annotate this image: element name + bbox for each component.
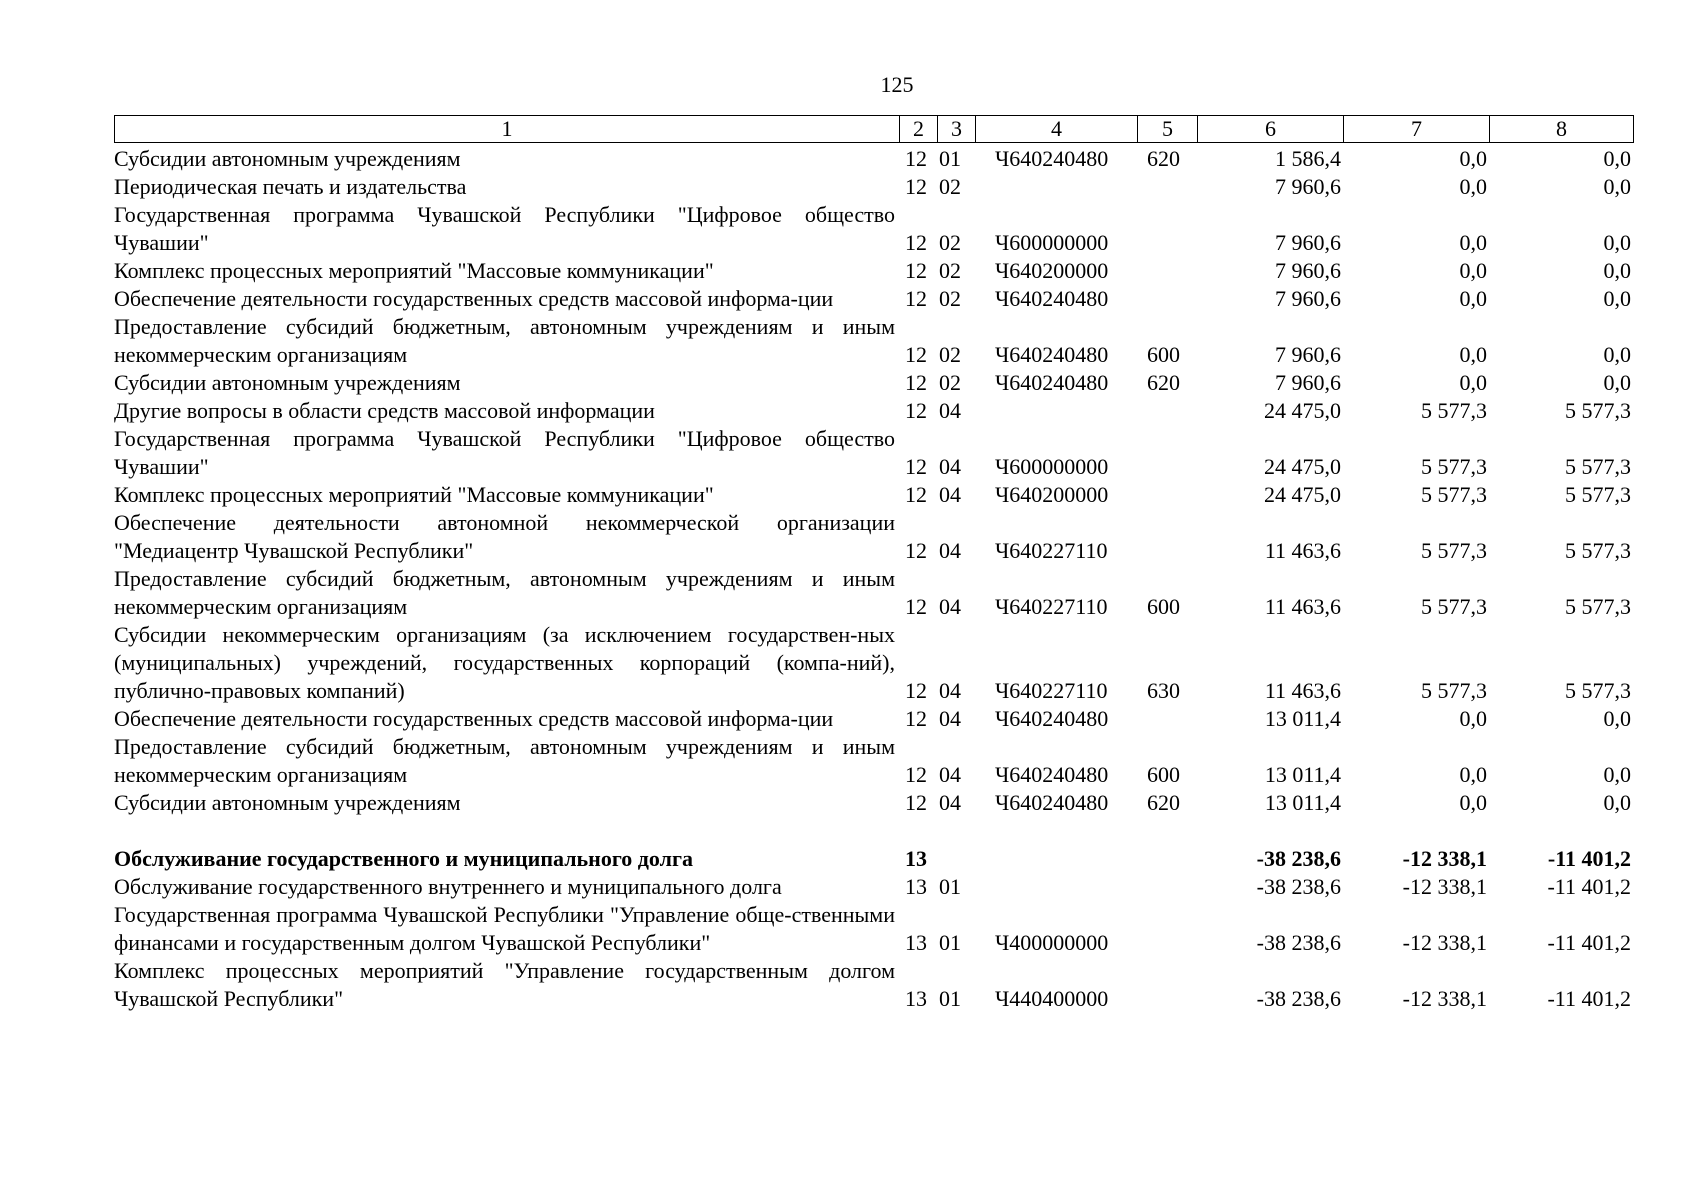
row-subsection: 01 xyxy=(939,930,961,955)
row-amount-6: 13 011,4 xyxy=(1264,790,1341,815)
row-subsection: 04 xyxy=(939,762,961,787)
header-col-4: 4 xyxy=(976,116,1138,143)
row-expense-type xyxy=(1137,397,1197,425)
row-name: Комплекс процессных мероприятий "Массовые коммуникации" xyxy=(114,482,714,507)
row-expense-type: 600 xyxy=(1147,762,1180,787)
row-amount-7: -12 338,1 xyxy=(1402,930,1487,955)
row-section: 12 xyxy=(905,538,927,563)
table-row xyxy=(114,845,1633,873)
table-row xyxy=(114,257,1633,285)
row-amount-6: 11 463,6 xyxy=(1264,678,1341,703)
row-subsection: 04 xyxy=(939,706,961,731)
row-name: Субсидии автономным учреждениям xyxy=(114,146,461,171)
row-amount-8: 0,0 xyxy=(1603,762,1631,787)
row-section: 13 xyxy=(905,986,927,1011)
table-row xyxy=(114,397,1633,425)
row-subsection: 04 xyxy=(939,454,961,479)
spacer-cell xyxy=(114,817,1633,845)
row-section: 12 xyxy=(905,762,927,787)
row-target-code: Ч640227110 xyxy=(995,538,1108,563)
row-target-code: Ч440400000 xyxy=(995,986,1109,1011)
row-target-code: Ч640240480 xyxy=(995,762,1109,787)
row-target-code xyxy=(975,397,1137,425)
table-row xyxy=(114,957,1633,1013)
row-subsection: 04 xyxy=(939,482,961,507)
row-expense-type xyxy=(1137,957,1197,1013)
row-expense-type xyxy=(1137,901,1197,957)
row-amount-7: 0,0 xyxy=(1459,174,1487,199)
row-amount-6: 11 463,6 xyxy=(1264,538,1341,563)
row-subsection: 04 xyxy=(939,790,961,815)
row-target-code: Ч600000000 xyxy=(995,230,1109,255)
row-name: Обеспечение деятельности государственных средств массовой информа-ции xyxy=(114,706,834,731)
row-section: 13 xyxy=(905,874,927,899)
table-row xyxy=(114,145,1633,173)
row-amount-6: -38 238,6 xyxy=(1256,874,1341,899)
header-col-7: 7 xyxy=(1344,116,1490,143)
row-amount-6: 24 475,0 xyxy=(1264,482,1341,507)
header-col-2: 2 xyxy=(900,116,938,143)
row-amount-8: 0,0 xyxy=(1603,258,1631,283)
row-name: Предоставление субсидий бюджетным, автономным учреждениям и иным некоммерческим организациям xyxy=(114,734,895,787)
row-amount-8: 5 577,3 xyxy=(1565,538,1631,563)
row-expense-type: 630 xyxy=(1147,678,1180,703)
table-row xyxy=(114,901,1633,957)
row-target-code: Ч640240480 xyxy=(995,706,1109,731)
row-amount-6: -38 238,6 xyxy=(1256,986,1341,1011)
row-target-code: Ч640240480 xyxy=(995,286,1109,311)
row-expense-type xyxy=(1137,873,1197,901)
row-amount-6: 11 463,6 xyxy=(1264,594,1341,619)
row-expense-type xyxy=(1137,257,1197,285)
row-amount-8: 0,0 xyxy=(1603,342,1631,367)
row-target-code: Ч640240480 xyxy=(995,370,1109,395)
row-section: 12 xyxy=(905,146,927,171)
row-target-code: Ч600000000 xyxy=(995,454,1109,479)
row-name: Субсидии некоммерческим организациям (за исключением государствен-ных (муниципальных) учреждений, государственных корпораций (компа-ний), публично-правовых компаний) xyxy=(114,622,895,703)
row-amount-7: 0,0 xyxy=(1459,286,1487,311)
row-name: Комплекс процессных мероприятий "Массовые коммуникации" xyxy=(114,258,714,283)
row-expense-type: 620 xyxy=(1147,146,1180,171)
row-amount-8: 0,0 xyxy=(1603,230,1631,255)
table-row xyxy=(114,621,1633,705)
table-row xyxy=(114,201,1633,257)
header-col-6: 6 xyxy=(1198,116,1344,143)
row-amount-7: 0,0 xyxy=(1459,146,1487,171)
row-section: 13 xyxy=(905,846,927,871)
row-amount-7: 5 577,3 xyxy=(1421,398,1487,423)
row-subsection: 02 xyxy=(939,342,961,367)
row-amount-7: 0,0 xyxy=(1459,258,1487,283)
row-section: 12 xyxy=(905,706,927,731)
table-header xyxy=(114,115,1634,143)
row-amount-6: -38 238,6 xyxy=(1256,846,1341,871)
row-target-code: Ч640200000 xyxy=(995,258,1109,283)
row-amount-6: 7 960,6 xyxy=(1275,174,1341,199)
row-expense-type xyxy=(1137,509,1197,565)
header-col-8: 8 xyxy=(1490,116,1634,143)
row-target-code xyxy=(975,873,1137,901)
row-subsection: 02 xyxy=(939,230,961,255)
row-amount-8: 5 577,3 xyxy=(1565,398,1631,423)
table-row xyxy=(114,425,1633,481)
row-target-code xyxy=(975,173,1137,201)
row-amount-6: 7 960,6 xyxy=(1275,342,1341,367)
row-expense-type: 600 xyxy=(1147,342,1180,367)
row-target-code: Ч640200000 xyxy=(995,482,1109,507)
row-name: Государственная программа Чувашской Республики "Цифровое общество Чувашии" xyxy=(114,426,895,479)
row-amount-6: 7 960,6 xyxy=(1275,258,1341,283)
table-row xyxy=(114,873,1633,901)
table-row xyxy=(114,369,1633,397)
row-section: 12 xyxy=(905,286,927,311)
row-expense-type: 620 xyxy=(1147,370,1180,395)
row-subsection xyxy=(937,845,975,873)
row-name: Другие вопросы в области средств массовой информации xyxy=(114,398,655,423)
table-row xyxy=(114,509,1633,565)
row-amount-6: -38 238,6 xyxy=(1256,930,1341,955)
row-amount-7: 0,0 xyxy=(1459,342,1487,367)
row-name: Обслуживание государственного и муниципального долга xyxy=(114,846,693,871)
row-amount-7: -12 338,1 xyxy=(1402,846,1487,871)
row-amount-8: 0,0 xyxy=(1603,286,1631,311)
row-section: 12 xyxy=(905,342,927,367)
row-amount-8: -11 401,2 xyxy=(1547,874,1631,899)
row-expense-type xyxy=(1137,201,1197,257)
row-amount-7: 0,0 xyxy=(1459,790,1487,815)
row-amount-7: 0,0 xyxy=(1459,370,1487,395)
row-subsection: 04 xyxy=(939,594,961,619)
table-row xyxy=(114,789,1633,817)
table-row xyxy=(114,705,1633,733)
row-name: Субсидии автономным учреждениям xyxy=(114,790,461,815)
header-col-3: 3 xyxy=(938,116,976,143)
row-target-code: Ч640240480 xyxy=(995,146,1109,171)
row-amount-6: 24 475,0 xyxy=(1264,454,1341,479)
row-amount-7: -12 338,1 xyxy=(1402,986,1487,1011)
row-target-code: Ч640240480 xyxy=(995,342,1109,367)
row-expense-type xyxy=(1137,425,1197,481)
row-amount-8: 5 577,3 xyxy=(1565,594,1631,619)
row-amount-7: -12 338,1 xyxy=(1402,874,1487,899)
row-section: 12 xyxy=(905,594,927,619)
row-section: 12 xyxy=(905,398,927,423)
row-amount-7: 0,0 xyxy=(1459,762,1487,787)
header-col-5: 5 xyxy=(1138,116,1198,143)
row-subsection: 01 xyxy=(939,146,961,171)
row-name: Обеспечение деятельности государственных средств массовой информа-ции xyxy=(114,286,834,311)
page-number: 125 xyxy=(880,72,914,97)
row-subsection: 04 xyxy=(939,538,961,563)
row-target-code xyxy=(975,845,1137,873)
table-row xyxy=(114,313,1633,369)
row-expense-type: 620 xyxy=(1147,790,1180,815)
row-amount-7: 0,0 xyxy=(1459,230,1487,255)
row-name: Субсидии автономным учреждениям xyxy=(114,370,461,395)
table-row xyxy=(114,285,1633,313)
row-amount-8: 0,0 xyxy=(1603,370,1631,395)
row-amount-7: 5 577,3 xyxy=(1421,482,1487,507)
row-amount-8: 0,0 xyxy=(1603,174,1631,199)
row-name: Государственная программа Чувашской Республики "Цифровое общество Чувашии" xyxy=(114,202,895,255)
row-subsection: 02 xyxy=(939,286,961,311)
row-section: 12 xyxy=(905,790,927,815)
row-amount-8: -11 401,2 xyxy=(1547,930,1631,955)
row-amount-8: 5 577,3 xyxy=(1565,678,1631,703)
row-amount-7: 5 577,3 xyxy=(1421,454,1487,479)
row-section: 12 xyxy=(905,370,927,395)
row-expense-type xyxy=(1137,173,1197,201)
row-name: Предоставление субсидий бюджетным, автономным учреждениям и иным некоммерческим организациям xyxy=(114,314,895,367)
row-amount-6: 7 960,6 xyxy=(1275,286,1341,311)
row-amount-8: 0,0 xyxy=(1603,706,1631,731)
row-amount-8: -11 401,2 xyxy=(1547,846,1631,871)
row-name: Государственная программа Чувашской Республики "Управление обще-ственными финансами и государственным долгом Чувашской Республики" xyxy=(114,902,895,955)
row-subsection: 02 xyxy=(939,370,961,395)
budget-table xyxy=(114,145,1633,1013)
row-name: Обслуживание государственного внутреннего и муниципального долга xyxy=(114,874,782,899)
row-subsection: 04 xyxy=(939,678,961,703)
row-section: 12 xyxy=(905,174,927,199)
row-amount-6: 24 475,0 xyxy=(1264,398,1341,423)
row-target-code: Ч640227110 xyxy=(995,594,1108,619)
row-amount-7: 5 577,3 xyxy=(1421,538,1487,563)
row-amount-8: 5 577,3 xyxy=(1565,454,1631,479)
header-col-1: 1 xyxy=(115,116,900,143)
row-amount-6: 7 960,6 xyxy=(1275,370,1341,395)
row-subsection: 02 xyxy=(939,174,961,199)
row-section: 13 xyxy=(905,930,927,955)
row-name: Обеспечение деятельности автономной некоммерческой организации "Медиацентр Чувашской Республики" xyxy=(114,510,895,563)
row-amount-6: 13 011,4 xyxy=(1264,762,1341,787)
row-target-code: Ч640227110 xyxy=(995,678,1108,703)
row-expense-type xyxy=(1137,285,1197,313)
table-row xyxy=(114,733,1633,789)
row-name: Комплекс процессных мероприятий "Управление государственным долгом Чувашской Республики" xyxy=(114,958,895,1011)
row-amount-8: 0,0 xyxy=(1603,146,1631,171)
row-target-code: Ч400000000 xyxy=(995,930,1109,955)
row-amount-6: 7 960,6 xyxy=(1275,230,1341,255)
table-row xyxy=(114,565,1633,621)
row-amount-7: 5 577,3 xyxy=(1421,594,1487,619)
row-amount-7: 5 577,3 xyxy=(1421,678,1487,703)
row-expense-type xyxy=(1137,481,1197,509)
row-subsection: 02 xyxy=(939,258,961,283)
spacer-row xyxy=(114,817,1633,845)
row-amount-6: 13 011,4 xyxy=(1264,706,1341,731)
row-amount-8: -11 401,2 xyxy=(1547,986,1631,1011)
row-section: 12 xyxy=(905,482,927,507)
row-expense-type: 600 xyxy=(1147,594,1180,619)
row-amount-7: 0,0 xyxy=(1459,706,1487,731)
row-subsection: 01 xyxy=(939,874,961,899)
row-amount-6: 1 586,4 xyxy=(1275,146,1341,171)
row-section: 12 xyxy=(905,678,927,703)
row-target-code: Ч640240480 xyxy=(995,790,1109,815)
row-expense-type xyxy=(1137,845,1197,873)
row-name: Периодическая печать и издательства xyxy=(114,174,467,199)
row-name: Предоставление субсидий бюджетным, автономным учреждениям и иным некоммерческим организациям xyxy=(114,566,895,619)
table-row xyxy=(114,173,1633,201)
row-expense-type xyxy=(1137,705,1197,733)
row-amount-8: 5 577,3 xyxy=(1565,482,1631,507)
row-amount-8: 0,0 xyxy=(1603,790,1631,815)
row-subsection: 01 xyxy=(939,986,961,1011)
row-section: 12 xyxy=(905,454,927,479)
row-subsection: 04 xyxy=(939,398,961,423)
table-row xyxy=(114,481,1633,509)
row-section: 12 xyxy=(905,230,927,255)
row-section: 12 xyxy=(905,258,927,283)
